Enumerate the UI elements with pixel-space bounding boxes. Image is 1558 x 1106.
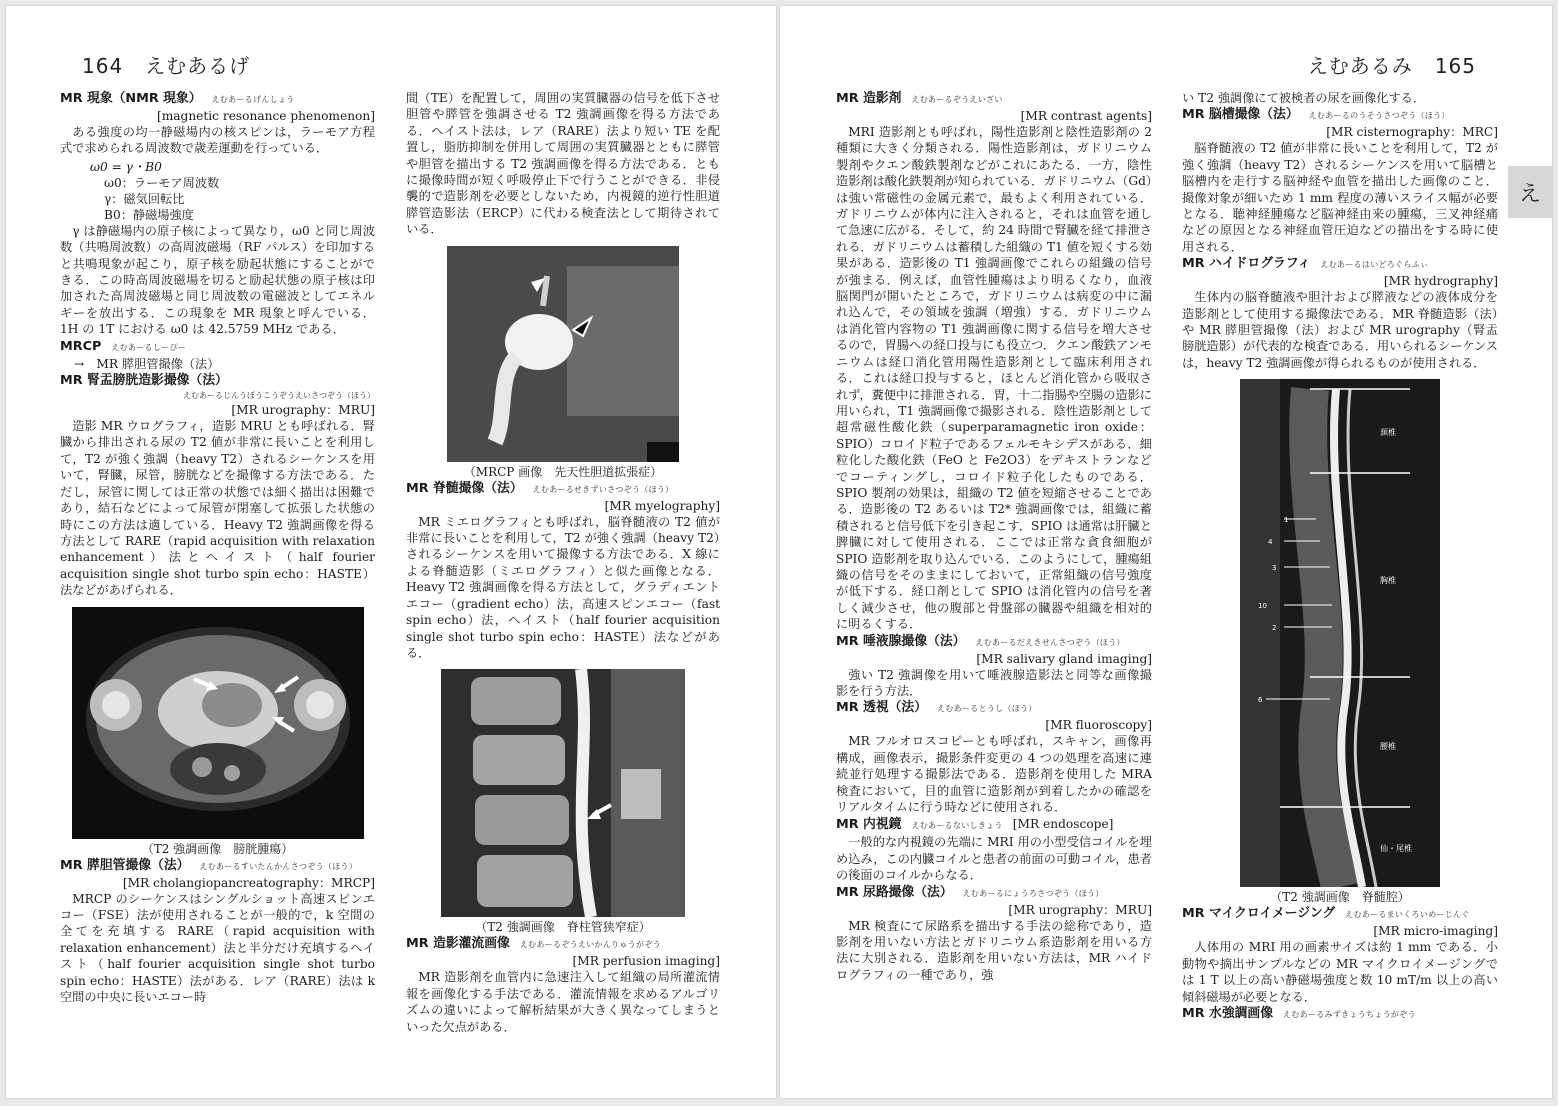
term-english: [MR salivary gland imaging] — [976, 651, 1152, 666]
term-reading: えむあーるだえきせんさつぞう（ほう） — [975, 637, 1125, 647]
entry-text: 一般的な内視鏡の先端に MRI 用の小型受信コイルを埋め込み，この内臓コイルと患者の前面の可動コイル，患者の後面のコイルからなる． — [836, 835, 1152, 883]
left-column-1 — [60, 90, 375, 1050]
entry-term — [1182, 256, 1498, 273]
entry-term: MR 腎盂膀胱造影撮像（法） — [60, 373, 228, 389]
formula-def: γ：磁気回転比 — [104, 191, 185, 206]
entry-term — [836, 700, 1152, 717]
page-number: 165 — [1434, 54, 1476, 78]
figure-spinal-canal — [1240, 379, 1440, 887]
running-head: えむあるみ — [1307, 54, 1413, 78]
term-text: MRCP — [60, 338, 102, 354]
entry-term — [1182, 107, 1498, 124]
entry-term — [1182, 906, 1498, 923]
entry-text: ある強度の均一静磁場内の核スピンは，ラーモア方程式で求められる周波数で歳差運動を行っている． — [60, 125, 375, 156]
right-running-header — [1308, 50, 1498, 79]
term-reading: えむあーるげんしょう — [211, 95, 295, 104]
entry-text: 生体内の脳脊髄液や胆汁および膵液などの液体成分を造影剤として使用する撮像法である．MR 脊髄造影（法）や MR 膵胆管撮像（法）および MR urography（腎盂膀胱造影）が代表的な検査である．用いられるシーケンスは，heavy T2 強調画像が得られるものが使用される． — [1182, 290, 1498, 370]
mrcp-image — [447, 246, 679, 462]
term-english: [MR cisternography：MRC] — [1326, 125, 1498, 140]
term-reading: えむあーるぞうえいかんりゅうがぞう — [519, 940, 661, 950]
term-reading: えむあーるまいくろいめーじんぐ — [1345, 910, 1470, 920]
right-page — [780, 6, 1552, 1098]
term-english: [MR cholangiopancreatography：MRCP] — [122, 875, 375, 890]
label-thoracic: 胸椎 — [1380, 576, 1396, 586]
term-reading: えむあーるみずきょうちょうがぞう — [1283, 1009, 1416, 1019]
entry-text: MR フルオロスコピーとも呼ばれ，スキャン，画像再構成，画像表示，撮影条件変更の 4 つの処理を高速に連続並行処理する撮影法である．造影剤を使用した MRA 検査において，目的血管に造影剤が到着したかの確認をリアルタイムに行う時などに使用される． — [836, 734, 1152, 815]
figure-bladder-tumor — [72, 607, 364, 839]
left-running-header — [60, 50, 250, 79]
term-text: MR 透視（法） — [836, 700, 928, 716]
term-english: [MR contrast agents] — [1020, 109, 1152, 123]
entry-text: 人体用の MRI 用の画素サイズは約 1 mm である．小動物や摘出サンプルなどの MR マイクロイメージングでは 1 T 以上の高い静磁場強度と数 10 mT/m 以上の高い傾斜磁場が必要となる． — [1182, 940, 1498, 1004]
label-number: 3 — [1272, 564, 1277, 573]
entry-term — [1182, 1006, 1498, 1023]
entry-term — [836, 91, 1152, 108]
figure-mrcp — [447, 246, 679, 462]
left-column-2 — [406, 90, 720, 1050]
term-english: [MR hydrography] — [1383, 274, 1498, 289]
entry-text: MRCP のシーケンスはシングルショット高速スピンエコー（FSE）法が使用されることが一般的で，k 空間の全てを充填する RARE（rapid acquisition with relaxation enhancement）法と半分だけ充填するヘイスト（half fourier acquisition single shot turbo spin echo：HASTE）法がある．レア（RARE）法は k 空間の中央に長いエコー時 — [60, 891, 375, 1004]
term-english: [MR micro-imaging] — [1373, 924, 1498, 939]
term-reading: えむあーるとうし（ほう） — [937, 704, 1037, 714]
term-reading: えむあーるないしきょう — [911, 821, 1003, 831]
lumbar-mri-image — [441, 669, 685, 917]
term-reading: えむあーるはいどろぐらふぃ — [1320, 260, 1429, 270]
entry-term — [406, 936, 720, 953]
term-reading: えむあーるすいたんかんさつぞう（ほう） — [199, 861, 358, 871]
term-text: MR ハイドログラフィ — [1182, 256, 1311, 272]
mri-pelvis-image — [72, 607, 364, 839]
left-page — [6, 6, 776, 1098]
term-text: MR 脊髄撮像（法） — [406, 480, 523, 496]
figure-caption: （T2 強調画像 膀胱腫瘍） — [141, 841, 294, 856]
entry-text: 脳脊髄液の T2 値が非常に長いことを利用して，T2 が強く強調（heavy T2）されるシーケンスを用いて脳槽と脳槽内を走行する脳神経や血管を描出した画像のこと．撮像対象が細いため 1 mm 程度の薄いスライス幅が必要となる．聴神経腫瘍など脳神経由来の腫瘍，三叉神経痛などの原因となる神経血管圧迫などの描出をする時に使用される． — [1182, 141, 1498, 254]
term-english: [MR urography：MRU] — [231, 403, 375, 418]
entry-text: MR 検査にて尿路系を描出する手法の総称であり，造影剤を用いない方法とガドリニウム系造影剤を用いる方法に大別される．造影剤を用いない方法は，MR ハイドログラフィの一種であり，強 — [836, 918, 1152, 982]
entry-term — [406, 481, 720, 498]
entry-term — [60, 858, 375, 875]
entry-text: MR ミエログラフィとも呼ばれ，脳脊髄液の T2 値が非常に長いことを利用して，T2 が強く強調（heavy T2）されるシーケンスを用いて撮像する方法である．X 線による脊髄造影（ミエログラフィ）と似た画像となる．Heavy T2 強調画像を得る方法として，グラディエントエコー（gradient echo）法，高速スピンエコー（fast spin echo）法，ヘイスト（half fourier acquisition single shot turbo spin echo：HASTE）法などがある． — [406, 514, 720, 660]
term-text: MR 造影灌流画像 — [406, 936, 510, 952]
figure-caption: （MRCP 画像 先天性胆道拡張症） — [463, 464, 663, 479]
term-text: MR 脳槽撮像（法） — [1182, 107, 1299, 123]
index-tab: え — [1508, 166, 1552, 218]
term-english: [MR fluoroscopy] — [1045, 718, 1152, 733]
entry-text: 間（TE）を配置して，周囲の実質臓器の信号を低下させ胆管や膵管を強調させる T2 強調画像を得る方法である．ヘイスト法は，レア（RARE）法より短い TE を配置し，脂肪抑制を併用して周囲の実質臓器とともに膵管や胆管を描出する T2 強調画像を得る方法である．ともに撮像時間が短く呼吸停止下で行うことができる．非侵襲的で造影剤を必要としないため，内視鏡的逆行性胆道膵管造影法（ERCP）に代わる検査法として期待されている． — [406, 91, 720, 237]
figure-caption: （T2 強調画像 脊柱管狭窄症） — [475, 920, 651, 935]
entry-text: 強い T2 強調像を用いて唾液腺造影法と同等な画像撮影を行う方法． — [836, 667, 1152, 698]
entry-term — [836, 885, 1152, 902]
term-text: MR 尿路撮像（法） — [836, 884, 953, 900]
entry-text: MR 造影剤を血管内に急速注入して組織の局所灌流情報を画像化する手法である．灌流情報を求めるアルゴリズムの違いによって解析結果が大きく異なってしまうといった欠点がある． — [406, 970, 720, 1034]
term-reading: えむあーるにょうろさつぞう（ほう） — [962, 888, 1104, 898]
page-number: 164 — [82, 54, 124, 78]
entry-text: い T2 強調像にて被検者の尿を画像化する． — [1182, 91, 1426, 105]
label-number: 1 — [1284, 516, 1289, 525]
term-text: MR 水強調画像 — [1182, 1005, 1274, 1021]
term-text: MR 唾液腺撮像（法） — [836, 633, 966, 649]
label-number: 2 — [1272, 624, 1277, 633]
term-english: [magnetic resonance phenomenon] — [156, 109, 375, 123]
label-cervical: 頚椎 — [1380, 428, 1396, 438]
term-english: [MR urography：MRU] — [1008, 902, 1152, 917]
formula-def: ω0：ラーモア周波数 — [104, 175, 220, 190]
term-text: MR 現象（NMR 現象） — [60, 91, 202, 106]
larmor-formula: ω0 = γ・B0 — [90, 159, 162, 174]
formula-def: B0：静磁場強度 — [104, 207, 194, 222]
entry-term — [60, 91, 375, 108]
running-head: えむあるげ — [145, 54, 251, 78]
right-column-2 — [1182, 90, 1498, 1050]
term-reading: えむあーるしーぴー — [111, 342, 187, 352]
term-reading: えむあーるぞうえいざい — [911, 95, 1003, 104]
label-number: 4 — [1268, 538, 1273, 547]
term-text: MR 内視鏡 — [836, 817, 902, 833]
label-sacral: 仙・尾椎 — [1380, 844, 1412, 854]
entry-term — [836, 634, 1152, 651]
term-text: MR マイクロイメージング — [1182, 906, 1336, 922]
term-text: MR 造影剤 — [836, 91, 902, 106]
label-number: 6 — [1258, 696, 1263, 705]
term-text: MR 膵胆管撮像（法） — [60, 857, 190, 873]
right-column-1 — [836, 90, 1152, 1050]
entry-text: MRI 造影剤とも呼ばれ，陽性造影剤と陰性造影剤の 2 種類に大きく分類される．陽性造影剤は，ガドリニウム製剤やクエン酸鉄製剤などがこれにあたる．一方，陰性造影剤は酸化鉄製剤が知られている．ガドリニウム（Gd）は強い常磁性の金属元素で，最もよく利用されている．ガドリニウムが体内に注入されると，それは血管を通して急速に広がる．そして，約 24 時間で腎臓を経て排泄される．ガドリニウムは蓄積した組織の T1 値を短くする効果がある．造影後の T1 強調画像でこれらの組織の信号が強まる．例えば，血管性腫瘍はより明るくなり，血液脳関門が開いたところで，ガドリニウムは病変の中に漏れ込んで，その領域を強調（増強）する．ガドリニウムは消化管内容物の T1 強調画像に関する信号を増大させるので，胃腸への経口投与にも役立つ．クエン酸鉄アンモニウムは経口消化管用陽性造影剤として臨床利用される．これは経口投与すると，ほとんど消化管から吸収されず，糞便中に排泄される．胃，十二指腸や空腸の造影に用いられ，T1 強調画像で撮影される．陰性造影剤として超常磁性酸化鉄（superparamagnetic iron oxide：SPIO）コロイド粒子であるフェルモキシデスがある．細粒化した酸化鉄（FeO と Fe2O3）をデキストランなどでコーティングし，コロイド粒子化したものである．SPIO 製剤の効果は，組織の T2 値を短縮させることである．造影後の T2 あるいは T2* 強調画像では，組織に蓄積されると信号低下を引き起こす．SPIO は通常は肝臓と脾臓に対して使用される．ここでは正常な貪食細胞が SPIO 造影剤を取り込んでいる．このようにして，腫瘍組織の信号をそのままにしておいて，正常組織の信号強度が低下する．経口剤として SPIO は消化管内の信号を著しく減少させ，他の腹部と骨盤部の臓器や組織を相対的に明るくする． — [836, 125, 1152, 632]
whole-spine-mri-image — [1240, 379, 1440, 887]
term-reading: えむあーるせきずいさつぞう（ほう） — [532, 484, 674, 494]
entry-term — [836, 816, 1152, 834]
figure-spinal-stenosis — [441, 669, 685, 917]
cross-reference: → MR 膵胆管撮像（法） — [74, 356, 220, 371]
term-reading: えむあーるじんうぼうこうぞうえいさつぞう（ほう） — [183, 391, 375, 401]
term-english: [MR myelography] — [604, 498, 720, 513]
entry-text: 造影 MR ウログラフィ，造影 MRU とも呼ばれる．腎臓から排出される尿の T2 値が非常に長いことを利用して，T2 が強く強調（heavy T2）されるシーケンスを用いて，腎臓，尿管，膀胱などを撮像する方法である．ただし，尿管に関しては正常の状態では細く描出は困難であり，結石などによって尿管が閉塞して拡張した状態の時にこの方法は適している．Heavy T2 強調画像を得る方法として RARE（rapid acquisition with relaxation enhancement）法とヘイスト（half fourier acquisition single shot turbo spin echo：HASTE）法などがあげられる． — [60, 419, 375, 598]
entry-text: γ は静磁場内の原子核によって異なり，ω0 と同じ周波数（共鳴周波数）の高周波磁場（RF パルス）を印加すると共鳴現象が起こり，原子核を励起状態にすることができる．この時高周波磁場を切ると励起状態の原子核は印加された高周波磁場と同じ周波数の電磁波としてエネルギーを放出する．この現象を MR 現象と呼んでいる．1H の 1T における ω0 は 42.5759 MHz である． — [60, 223, 375, 337]
label-number: 10 — [1258, 602, 1267, 611]
figure-caption: （T2 強調画像 脊髄腔） — [1270, 890, 1410, 905]
term-reading: えむあーるのうそうさつぞう（ほう） — [1308, 111, 1450, 121]
entry-term — [60, 339, 375, 356]
term-english: [MR endoscope] — [1012, 817, 1114, 832]
term-english: [MR perfusion imaging] — [572, 954, 720, 969]
label-lumbar: 腰椎 — [1380, 742, 1396, 752]
